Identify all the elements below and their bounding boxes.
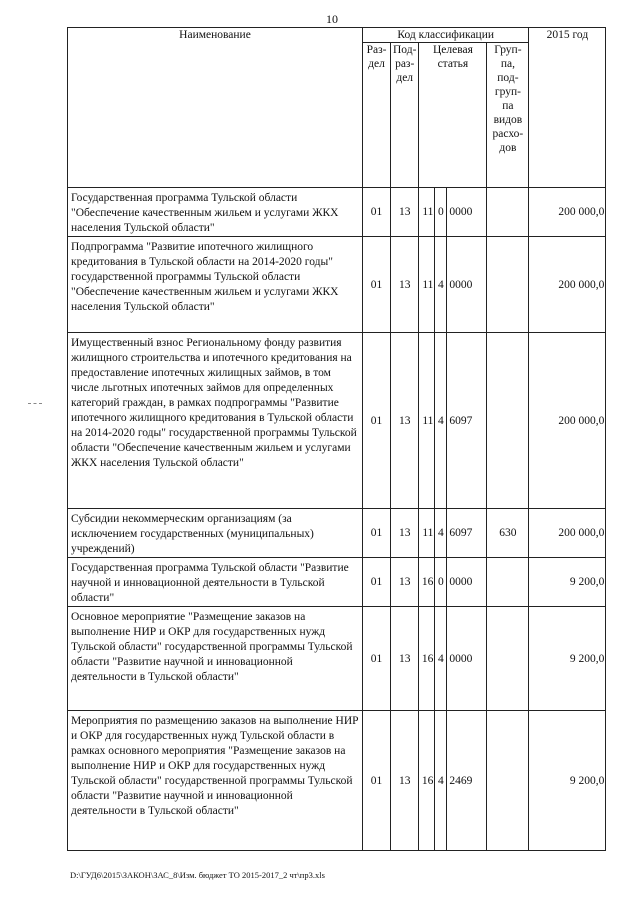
row-direction: 2469 — [447, 711, 487, 851]
row-subsection: 13 — [391, 333, 419, 509]
row-subprogram: 4 — [435, 509, 447, 558]
row-section: 01 — [363, 711, 391, 851]
row-program: 16 — [419, 558, 435, 607]
row-section: 01 — [363, 558, 391, 607]
row-expense-group — [487, 237, 529, 333]
row-program: 11 — [419, 237, 435, 333]
footer-file-path: D:\ГУД6\2015\ЗАКОН\ЗАС_8\Изм. бюджет ТО 2015-2017_2 чт\пр3.xls — [70, 870, 325, 880]
table-row — [68, 333, 606, 509]
row-subsection: 13 — [391, 509, 419, 558]
row-expense-group: 630 — [487, 509, 529, 558]
header-subsection: Под- раз- дел — [391, 43, 419, 188]
table-row — [68, 607, 606, 711]
row-subsection: 13 — [391, 558, 419, 607]
row-section: 01 — [363, 509, 391, 558]
row-direction: 6097 — [447, 333, 487, 509]
row-subprogram: 4 — [435, 237, 447, 333]
row-program: 16 — [419, 711, 435, 851]
budget-table — [67, 27, 606, 851]
row-subsection: 13 — [391, 711, 419, 851]
row-name: Подпрограмма "Развитие ипотечного жилищного кредитования в Тульской области на 2014-2020 годы" государственной программы Тульской области "Обеспечение качественным жильем и услугами ЖКХ населения Тульской области" — [68, 237, 363, 333]
row-amount: 200 000,0 — [529, 333, 606, 509]
row-program: 16 — [419, 607, 435, 711]
row-amount: 9 200,0 — [529, 711, 606, 851]
row-expense-group — [487, 333, 529, 509]
row-expense-group — [487, 558, 529, 607]
header-year: 2015 год — [529, 28, 606, 188]
header-name: Наименование — [68, 28, 363, 188]
row-section: 01 — [363, 607, 391, 711]
page-number: 10 — [326, 12, 338, 26]
row-direction: 0000 — [447, 558, 487, 607]
row-subprogram: 4 — [435, 711, 447, 851]
row-subsection: 13 — [391, 607, 419, 711]
row-subsection: 13 — [391, 188, 419, 237]
row-program: 11 — [419, 333, 435, 509]
row-name: Субсидии некоммерческим организациям (за исключением государственных (муниципальных) учреждений) — [68, 509, 363, 558]
row-name: Имущественный взнос Региональному фонду развития жилищного строительства и ипотечного кредитования на предоставление ипотечных жилищных займов, в том числе льготных ипотечных займов для определенных категорий граждан, в рамках подпрограммы "Развитие ипотечного жилищного кредитования в Тульской области на 2014-2020 годы" государственной программы Тульской области "Обеспечение качественным жильем и услугами ЖКХ населения Тульской области" — [68, 333, 363, 509]
header-expense-group: Груп- па, под- груп- па видов расхо- дов — [487, 43, 529, 188]
row-section: 01 — [363, 237, 391, 333]
row-expense-group — [487, 711, 529, 851]
table-row — [68, 509, 606, 558]
row-name: Основное мероприятие "Размещение заказов на выполнение НИР и ОКР для государственных нужд Тульской области" государственной программы Тульской области "Развитие научной и инновационной деятельности в Тульской области" — [68, 607, 363, 711]
row-direction: 0000 — [447, 237, 487, 333]
row-amount: 9 200,0 — [529, 607, 606, 711]
table-row — [68, 237, 606, 333]
table-row — [68, 711, 606, 851]
row-subprogram: 4 — [435, 607, 447, 711]
row-direction: 6097 — [447, 509, 487, 558]
row-amount: 200 000,0 — [529, 237, 606, 333]
row-section: 01 — [363, 333, 391, 509]
header-classification-code: Код классификации — [363, 28, 529, 43]
row-direction: 0000 — [447, 607, 487, 711]
row-subprogram: 0 — [435, 558, 447, 607]
row-subprogram: 0 — [435, 188, 447, 237]
row-amount: 200 000,0 — [529, 188, 606, 237]
row-amount: 200 000,0 — [529, 509, 606, 558]
row-subsection: 13 — [391, 237, 419, 333]
row-section: 01 — [363, 188, 391, 237]
row-program: 11 — [419, 509, 435, 558]
row-program: 11 — [419, 188, 435, 237]
row-name: Государственная программа Тульской области "Развитие научной и инновационной деятельности в Тульской области" — [68, 558, 363, 607]
margin-mark — [28, 403, 42, 404]
row-name: Мероприятия по размещению заказов на выполнение НИР и ОКР для государственных нужд Тульской области в рамках основного мероприятия "Размещение заказов на выполнение НИР и ОКР для государственных нужд Тульской области" государственной программы Тульской области "Развитие научной и инновационной деятельности в Тульской области" — [68, 711, 363, 851]
row-expense-group — [487, 607, 529, 711]
row-direction: 0000 — [447, 188, 487, 237]
row-name: Государственная программа Тульской области "Обеспечение качественным жильем и услугами ЖКХ населения Тульской области" — [68, 188, 363, 237]
row-amount: 9 200,0 — [529, 558, 606, 607]
row-subprogram: 4 — [435, 333, 447, 509]
table-row — [68, 558, 606, 607]
header-section: Раз- дел — [363, 43, 391, 188]
table-row — [68, 188, 606, 237]
header-target-article: Целевая статья — [419, 43, 487, 188]
row-expense-group — [487, 188, 529, 237]
